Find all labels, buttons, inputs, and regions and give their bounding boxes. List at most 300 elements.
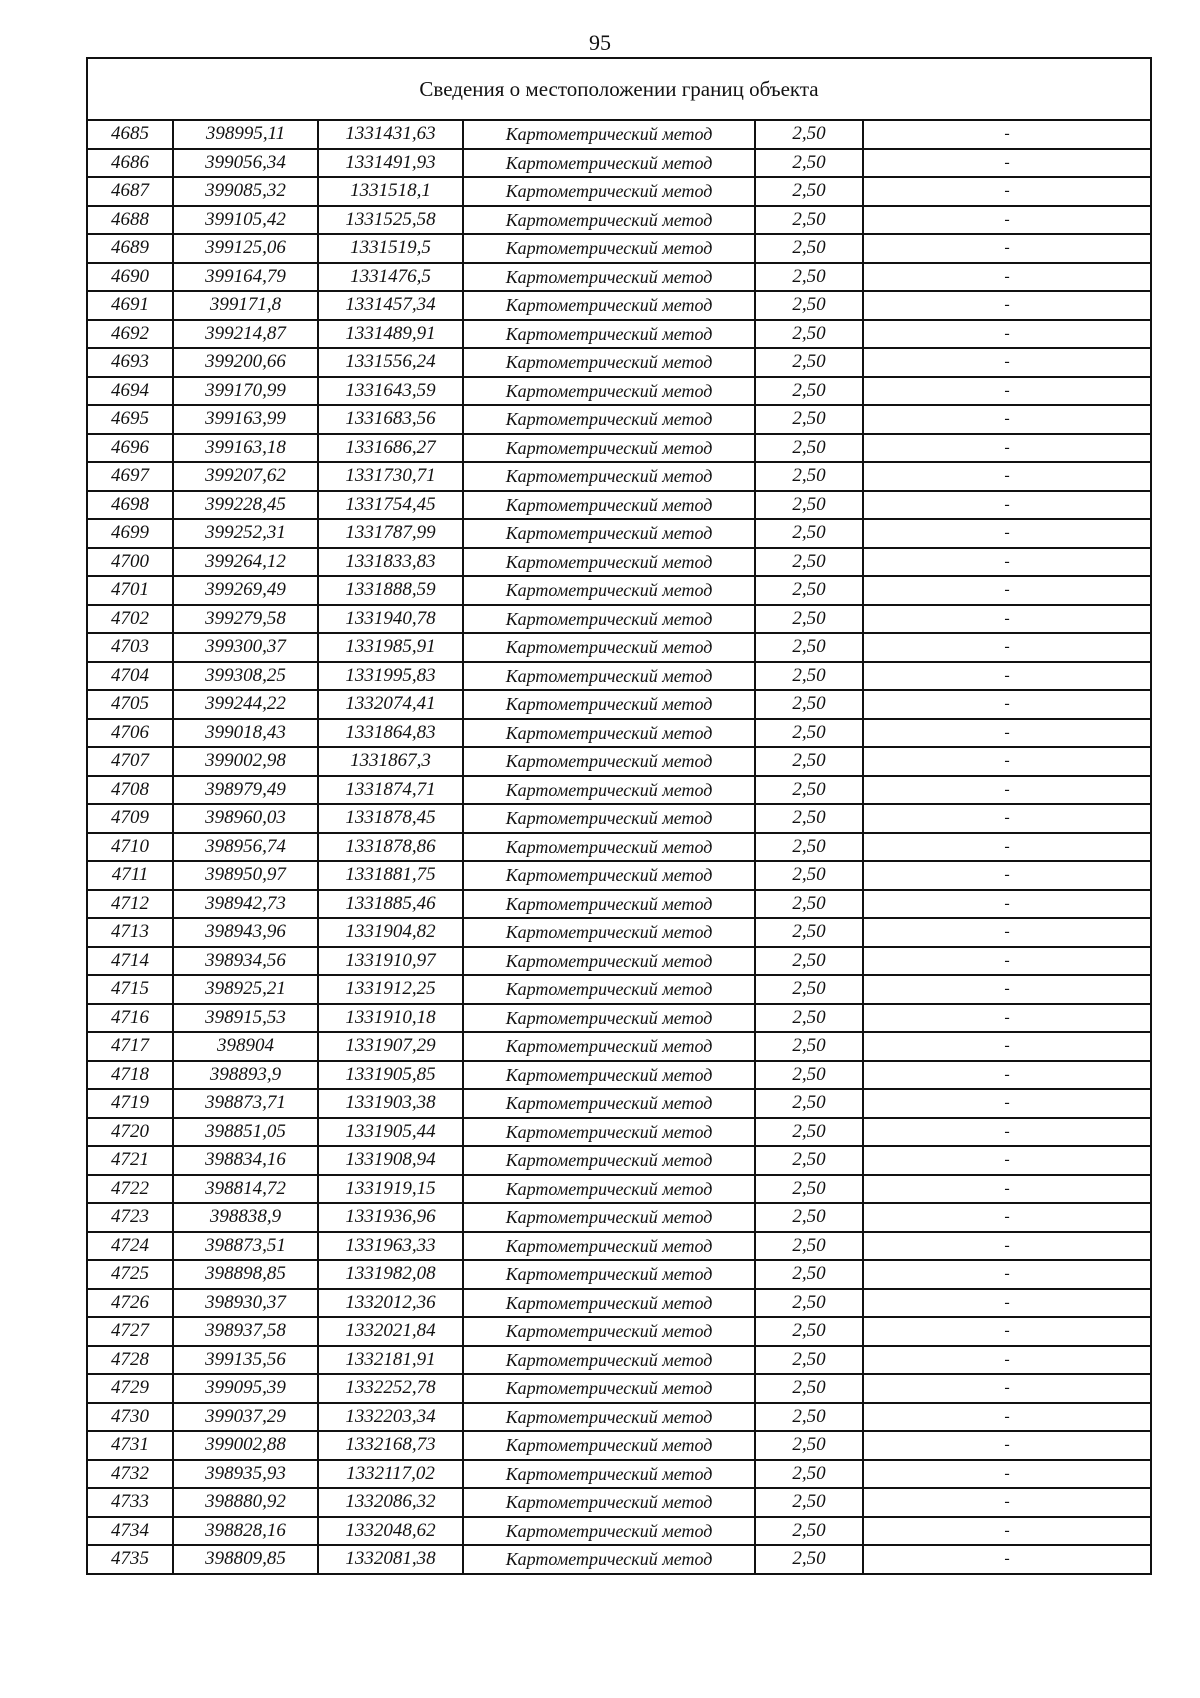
accuracy-cell: 2,50 [755,804,863,833]
method-cell: Картометрический метод [463,1346,755,1375]
description-cell: - [863,263,1151,292]
table-row [87,377,1151,406]
x-coordinate-cell: 399135,56 [173,1346,318,1375]
point-number-cell: 4729 [87,1374,173,1403]
y-coordinate-cell: 1331556,24 [318,348,463,377]
accuracy-cell: 2,50 [755,234,863,263]
y-coordinate-cell: 1331910,18 [318,1004,463,1033]
y-coordinate-cell: 1331878,45 [318,804,463,833]
point-number-cell: 4687 [87,177,173,206]
method-cell: Картометрический метод [463,1175,755,1204]
description-cell: - [863,405,1151,434]
table-row [87,1488,1151,1517]
point-number-cell: 4694 [87,377,173,406]
description-cell: - [863,377,1151,406]
description-cell: - [863,605,1151,634]
point-number-cell: 4734 [87,1517,173,1546]
description-cell: - [863,918,1151,947]
table-row [87,206,1151,235]
description-cell: - [863,833,1151,862]
accuracy-cell: 2,50 [755,177,863,206]
point-number-cell: 4712 [87,890,173,919]
point-number-cell: 4717 [87,1032,173,1061]
y-coordinate-cell: 1331936,96 [318,1203,463,1232]
accuracy-cell: 2,50 [755,462,863,491]
accuracy-cell: 2,50 [755,719,863,748]
method-cell: Картометрический метод [463,434,755,463]
description-cell: - [863,576,1151,605]
method-cell: Картометрический метод [463,1061,755,1090]
point-number-cell: 4706 [87,719,173,748]
description-cell: - [863,291,1151,320]
x-coordinate-cell: 398898,85 [173,1260,318,1289]
table-title: Сведения о местоположении границ объекта [87,58,1151,120]
point-number-cell: 4732 [87,1460,173,1489]
description-cell: - [863,462,1151,491]
method-cell: Картометрический метод [463,177,755,206]
accuracy-cell: 2,50 [755,1004,863,1033]
table-row [87,434,1151,463]
accuracy-cell: 2,50 [755,263,863,292]
description-cell: - [863,1203,1151,1232]
table-row [87,120,1151,149]
x-coordinate-cell: 398814,72 [173,1175,318,1204]
table-row [87,975,1151,1004]
method-cell: Картометрический метод [463,833,755,862]
method-cell: Картометрический метод [463,1146,755,1175]
accuracy-cell: 2,50 [755,947,863,976]
x-coordinate-cell: 398838,9 [173,1203,318,1232]
description-cell: - [863,1517,1151,1546]
table-row [87,1203,1151,1232]
x-coordinate-cell: 399095,39 [173,1374,318,1403]
method-cell: Картометрический метод [463,662,755,691]
description-cell: - [863,947,1151,976]
accuracy-cell: 2,50 [755,1260,863,1289]
point-number-cell: 4703 [87,633,173,662]
x-coordinate-cell: 399170,99 [173,377,318,406]
method-cell: Картометрический метод [463,320,755,349]
table-row [87,776,1151,805]
y-coordinate-cell: 1332203,34 [318,1403,463,1432]
point-number-cell: 4726 [87,1289,173,1318]
point-number-cell: 4693 [87,348,173,377]
y-coordinate-cell: 1331874,71 [318,776,463,805]
accuracy-cell: 2,50 [755,1517,863,1546]
description-cell: - [863,719,1151,748]
method-cell: Картометрический метод [463,1517,755,1546]
method-cell: Картометрический метод [463,719,755,748]
description-cell: - [863,206,1151,235]
accuracy-cell: 2,50 [755,519,863,548]
method-cell: Картометрический метод [463,747,755,776]
table-row [87,918,1151,947]
description-cell: - [863,1403,1151,1432]
description-cell: - [863,747,1151,776]
accuracy-cell: 2,50 [755,1460,863,1489]
table-row [87,1431,1151,1460]
point-number-cell: 4695 [87,405,173,434]
point-number-cell: 4720 [87,1118,173,1147]
point-number-cell: 4707 [87,747,173,776]
x-coordinate-cell: 399125,06 [173,234,318,263]
y-coordinate-cell: 1332168,73 [318,1431,463,1460]
accuracy-cell: 2,50 [755,1317,863,1346]
description-cell: - [863,491,1151,520]
y-coordinate-cell: 1331431,63 [318,120,463,149]
description-cell: - [863,633,1151,662]
point-number-cell: 4705 [87,690,173,719]
table-row [87,1517,1151,1546]
y-coordinate-cell: 1331910,97 [318,947,463,976]
point-number-cell: 4685 [87,120,173,149]
table-row [87,548,1151,577]
accuracy-cell: 2,50 [755,633,863,662]
method-cell: Картометрический метод [463,918,755,947]
method-cell: Картометрический метод [463,1289,755,1318]
accuracy-cell: 2,50 [755,576,863,605]
point-number-cell: 4718 [87,1061,173,1090]
point-number-cell: 4727 [87,1317,173,1346]
accuracy-cell: 2,50 [755,690,863,719]
x-coordinate-cell: 398960,03 [173,804,318,833]
method-cell: Картометрический метод [463,491,755,520]
table-row [87,1118,1151,1147]
x-coordinate-cell: 399207,62 [173,462,318,491]
description-cell: - [863,120,1151,149]
x-coordinate-cell: 399308,25 [173,662,318,691]
x-coordinate-cell: 398942,73 [173,890,318,919]
table-row [87,1374,1151,1403]
y-coordinate-cell: 1332074,41 [318,690,463,719]
description-cell: - [863,1488,1151,1517]
y-coordinate-cell: 1331833,83 [318,548,463,577]
table-row [87,861,1151,890]
point-number-cell: 4722 [87,1175,173,1204]
y-coordinate-cell: 1331787,99 [318,519,463,548]
x-coordinate-cell: 398995,11 [173,120,318,149]
x-coordinate-cell: 399200,66 [173,348,318,377]
description-cell: - [863,776,1151,805]
y-coordinate-cell: 1331904,82 [318,918,463,947]
method-cell: Картометрический метод [463,263,755,292]
description-cell: - [863,890,1151,919]
x-coordinate-cell: 399164,79 [173,263,318,292]
method-cell: Картометрический метод [463,149,755,178]
description-cell: - [863,662,1151,691]
accuracy-cell: 2,50 [755,1175,863,1204]
table-row [87,747,1151,776]
y-coordinate-cell: 1331686,27 [318,434,463,463]
y-coordinate-cell: 1331905,44 [318,1118,463,1147]
table-row [87,1089,1151,1118]
y-coordinate-cell: 1331985,91 [318,633,463,662]
x-coordinate-cell: 398904 [173,1032,318,1061]
description-cell: - [863,1346,1151,1375]
point-number-cell: 4700 [87,548,173,577]
y-coordinate-cell: 1332048,62 [318,1517,463,1546]
x-coordinate-cell: 398979,49 [173,776,318,805]
x-coordinate-cell: 398893,9 [173,1061,318,1090]
description-cell: - [863,1089,1151,1118]
accuracy-cell: 2,50 [755,291,863,320]
method-cell: Картометрический метод [463,1317,755,1346]
x-coordinate-cell: 399085,32 [173,177,318,206]
accuracy-cell: 2,50 [755,1403,863,1432]
accuracy-cell: 2,50 [755,662,863,691]
point-number-cell: 4710 [87,833,173,862]
y-coordinate-cell: 1331476,5 [318,263,463,292]
accuracy-cell: 2,50 [755,975,863,1004]
point-number-cell: 4735 [87,1545,173,1574]
x-coordinate-cell: 398834,16 [173,1146,318,1175]
y-coordinate-cell: 1331963,33 [318,1232,463,1261]
y-coordinate-cell: 1331457,34 [318,291,463,320]
point-number-cell: 4697 [87,462,173,491]
table-row [87,890,1151,919]
y-coordinate-cell: 1331643,59 [318,377,463,406]
accuracy-cell: 2,50 [755,890,863,919]
y-coordinate-cell: 1331885,46 [318,890,463,919]
accuracy-cell: 2,50 [755,320,863,349]
x-coordinate-cell: 398937,58 [173,1317,318,1346]
y-coordinate-cell: 1331905,85 [318,1061,463,1090]
method-cell: Картометрический метод [463,405,755,434]
method-cell: Картометрический метод [463,861,755,890]
method-cell: Картометрический метод [463,947,755,976]
point-number-cell: 4698 [87,491,173,520]
point-number-cell: 4714 [87,947,173,976]
method-cell: Картометрический метод [463,1232,755,1261]
y-coordinate-cell: 1331995,83 [318,662,463,691]
point-number-cell: 4704 [87,662,173,691]
point-number-cell: 4715 [87,975,173,1004]
description-cell: - [863,1004,1151,1033]
x-coordinate-cell: 398828,16 [173,1517,318,1546]
table-row [87,291,1151,320]
point-number-cell: 4733 [87,1488,173,1517]
method-cell: Картометрический метод [463,1004,755,1033]
y-coordinate-cell: 1331919,15 [318,1175,463,1204]
table-row [87,1260,1151,1289]
x-coordinate-cell: 398943,96 [173,918,318,947]
x-coordinate-cell: 399002,88 [173,1431,318,1460]
point-number-cell: 4709 [87,804,173,833]
description-cell: - [863,149,1151,178]
point-number-cell: 4701 [87,576,173,605]
method-cell: Картометрический метод [463,1089,755,1118]
table-row [87,833,1151,862]
description-cell: - [863,1431,1151,1460]
y-coordinate-cell: 1331489,91 [318,320,463,349]
y-coordinate-cell: 1331754,45 [318,491,463,520]
method-cell: Картометрический метод [463,462,755,491]
y-coordinate-cell: 1332012,36 [318,1289,463,1318]
method-cell: Картометрический метод [463,120,755,149]
method-cell: Картометрический метод [463,605,755,634]
method-cell: Картометрический метод [463,348,755,377]
point-number-cell: 4724 [87,1232,173,1261]
point-number-cell: 4688 [87,206,173,235]
description-cell: - [863,1545,1151,1574]
accuracy-cell: 2,50 [755,776,863,805]
y-coordinate-cell: 1331912,25 [318,975,463,1004]
table-row [87,662,1151,691]
accuracy-cell: 2,50 [755,405,863,434]
y-coordinate-cell: 1331982,08 [318,1260,463,1289]
x-coordinate-cell: 398930,37 [173,1289,318,1318]
x-coordinate-cell: 399264,12 [173,548,318,577]
x-coordinate-cell: 398851,05 [173,1118,318,1147]
x-coordinate-cell: 399037,29 [173,1403,318,1432]
description-cell: - [863,690,1151,719]
y-coordinate-cell: 1331518,1 [318,177,463,206]
description-cell: - [863,519,1151,548]
accuracy-cell: 2,50 [755,833,863,862]
description-cell: - [863,348,1151,377]
y-coordinate-cell: 1331519,5 [318,234,463,263]
method-cell: Картометрический метод [463,1460,755,1489]
method-cell: Картометрический метод [463,234,755,263]
accuracy-cell: 2,50 [755,1545,863,1574]
description-cell: - [863,320,1151,349]
point-number-cell: 4730 [87,1403,173,1432]
x-coordinate-cell: 398873,51 [173,1232,318,1261]
description-cell: - [863,861,1151,890]
y-coordinate-cell: 1331907,29 [318,1032,463,1061]
point-number-cell: 4692 [87,320,173,349]
description-cell: - [863,1118,1151,1147]
table-row [87,320,1151,349]
method-cell: Картометрический метод [463,1545,755,1574]
y-coordinate-cell: 1332117,02 [318,1460,463,1489]
y-coordinate-cell: 1331881,75 [318,861,463,890]
x-coordinate-cell: 399163,99 [173,405,318,434]
x-coordinate-cell: 399228,45 [173,491,318,520]
page-number: 95 [589,30,611,55]
accuracy-cell: 2,50 [755,1089,863,1118]
method-cell: Картометрический метод [463,1260,755,1289]
point-number-cell: 4725 [87,1260,173,1289]
method-cell: Картометрический метод [463,1431,755,1460]
table-row [87,605,1151,634]
accuracy-cell: 2,50 [755,1488,863,1517]
method-cell: Картометрический метод [463,1118,755,1147]
accuracy-cell: 2,50 [755,377,863,406]
accuracy-cell: 2,50 [755,1146,863,1175]
description-cell: - [863,1146,1151,1175]
point-number-cell: 4699 [87,519,173,548]
accuracy-cell: 2,50 [755,605,863,634]
description-cell: - [863,1232,1151,1261]
table-row [87,491,1151,520]
table-row [87,1289,1151,1318]
x-coordinate-cell: 399300,37 [173,633,318,662]
x-coordinate-cell: 399269,49 [173,576,318,605]
table-row [87,263,1151,292]
description-cell: - [863,1032,1151,1061]
description-cell: - [863,1317,1151,1346]
point-number-cell: 4723 [87,1203,173,1232]
x-coordinate-cell: 398925,21 [173,975,318,1004]
description-cell: - [863,1460,1151,1489]
accuracy-cell: 2,50 [755,1118,863,1147]
accuracy-cell: 2,50 [755,918,863,947]
accuracy-cell: 2,50 [755,434,863,463]
table-row [87,576,1151,605]
point-number-cell: 4686 [87,149,173,178]
description-cell: - [863,1061,1151,1090]
point-number-cell: 4689 [87,234,173,263]
x-coordinate-cell: 398915,53 [173,1004,318,1033]
table-row [87,719,1151,748]
method-cell: Картометрический метод [463,1403,755,1432]
y-coordinate-cell: 1332021,84 [318,1317,463,1346]
y-coordinate-cell: 1332081,38 [318,1545,463,1574]
table-row [87,690,1151,719]
method-cell: Картометрический метод [463,804,755,833]
accuracy-cell: 2,50 [755,1431,863,1460]
y-coordinate-cell: 1331491,93 [318,149,463,178]
method-cell: Картометрический метод [463,576,755,605]
table-row [87,234,1151,263]
description-cell: - [863,1289,1151,1318]
point-number-cell: 4691 [87,291,173,320]
method-cell: Картометрический метод [463,1488,755,1517]
point-number-cell: 4711 [87,861,173,890]
table-row [87,804,1151,833]
accuracy-cell: 2,50 [755,206,863,235]
point-number-cell: 4731 [87,1431,173,1460]
x-coordinate-cell: 398873,71 [173,1089,318,1118]
table-row [87,348,1151,377]
accuracy-cell: 2,50 [755,120,863,149]
accuracy-cell: 2,50 [755,1289,863,1318]
description-cell: - [863,434,1151,463]
table-row [87,633,1151,662]
method-cell: Картометрический метод [463,1374,755,1403]
point-number-cell: 4713 [87,918,173,947]
y-coordinate-cell: 1331864,83 [318,719,463,748]
accuracy-cell: 2,50 [755,1061,863,1090]
accuracy-cell: 2,50 [755,149,863,178]
x-coordinate-cell: 398935,93 [173,1460,318,1489]
boundary-coordinates-table [86,57,1152,1575]
x-coordinate-cell: 398880,92 [173,1488,318,1517]
accuracy-cell: 2,50 [755,491,863,520]
method-cell: Картометрический метод [463,519,755,548]
point-number-cell: 4719 [87,1089,173,1118]
x-coordinate-cell: 398809,85 [173,1545,318,1574]
accuracy-cell: 2,50 [755,348,863,377]
description-cell: - [863,1374,1151,1403]
table-row [87,1403,1151,1432]
y-coordinate-cell: 1331903,38 [318,1089,463,1118]
description-cell: - [863,1175,1151,1204]
x-coordinate-cell: 399171,8 [173,291,318,320]
method-cell: Картометрический метод [463,776,755,805]
x-coordinate-cell: 399105,42 [173,206,318,235]
description-cell: - [863,234,1151,263]
accuracy-cell: 2,50 [755,1232,863,1261]
y-coordinate-cell: 1331730,71 [318,462,463,491]
method-cell: Картометрический метод [463,1203,755,1232]
y-coordinate-cell: 1332181,91 [318,1346,463,1375]
y-coordinate-cell: 1332252,78 [318,1374,463,1403]
y-coordinate-cell: 1331940,78 [318,605,463,634]
table-row [87,519,1151,548]
point-number-cell: 4721 [87,1146,173,1175]
